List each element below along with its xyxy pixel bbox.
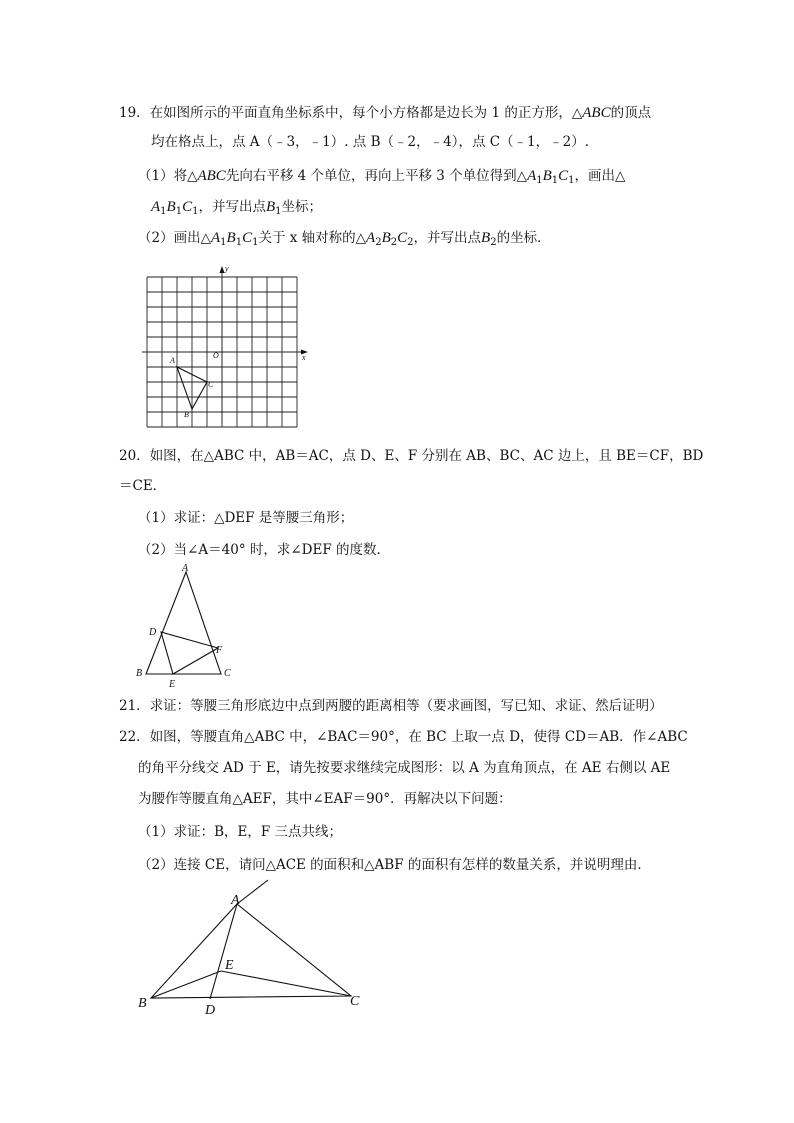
point-c-label: C [208,380,214,389]
point-b-label: B [138,996,147,1011]
q20-line-2: ＝CE． [119,478,167,494]
q19-coordinate-grid-figure [138,262,316,428]
triangle-def [161,632,218,674]
origin-label: O [213,351,219,360]
point-c-label: C [350,994,360,1009]
point-d-label: D [149,627,157,638]
triangle-abc [151,904,351,998]
point-d-label: D [205,1003,216,1018]
q21-number: 21． [119,698,150,714]
q20-number: 20． [119,448,150,464]
q20-sub-1: （1）求证：△DEF 是等腰三角形； [138,510,354,526]
point-b-label: B [136,668,143,679]
y-axis-arrow [220,266,225,273]
point-b-label: B [184,410,189,419]
q22-sub-1: （1）求证：B，E，F 三点共线； [138,824,343,840]
x-axis-label: x [302,353,306,362]
q20-sub-2: （2）当∠A＝40° 时，求∠DEF 的度数． [138,542,391,558]
q22-line-2: 的角平分线交 AD 于 E，请先按要求继续完成图形：以 A 为直角顶点，在 AE 右侧以 AE [138,760,671,776]
q22-line-1: 22．如图，等腰直角△ABC 中，∠BAC＝90°，在 BC 上取一点 D，使得 CD＝AB．作∠ABC [119,729,688,745]
point-a-label: A [182,563,189,574]
q19-sub-1-line-2: $A_1B_1C_1$，并写出点$B_1$坐标； [151,199,323,217]
point-c-label: C [224,668,231,679]
q21-line: 21．求证：等腰三角形底边中点到两腰的距离相等（要求画图，写已知、求证、然后证明） [119,698,663,714]
q19-line-1: 19．在如图所示的平面直角坐标系中，每个小方格都是边长为 1 的正方形，△ABC的顶点 [119,105,652,121]
segment-be [151,971,221,998]
triangle-abc [146,572,221,674]
point-a-label: A [231,893,240,908]
y-axis-label: y [225,264,229,273]
point-a-label: A [170,356,175,365]
point-f-label: F [216,645,223,656]
q20-triangle-figure [134,560,244,690]
q20-line-1: 20．如图，在△ABC 中，AB＝AC，点 D、E、F 分别在 AB、BC、AC 边上，且 BE＝CF，BD [119,448,704,464]
q19-line-2: 均在格点上，点 A（﹣3，﹣1）. 点 B（﹣2，﹣4），点 C（﹣1，﹣2）. [151,134,590,150]
q22-triangle-figure [130,878,380,1018]
q22-sub-2: （2）连接 CE，请问△ACE 的面积和△ABF 的面积有怎样的数量关系，并说明理由． [138,857,651,873]
q19-sub-2: （2）画出$\triangle A_1B_1C_1$关于 x 轴对称的$\triangle A_2B_2C_2$，并写出点$B_2$的坐标． [138,230,551,248]
q19-number: 19． [119,105,150,121]
q22-number: 22． [119,729,150,745]
point-e-label: E [225,958,234,973]
q19-sub-1-line-1: （1）将△ABC先向右平移 4 个单位，再向上平移 3 个单位得到$\triangle A_1B_1C_1$，画出△ [138,168,626,186]
q22-line-3: 为腰作等腰直角△AEF，其中∠EAF＝90°．再解决以下问题： [138,791,512,807]
segment-ec [221,971,351,996]
ray-from-a [237,880,268,904]
point-e-label: E [169,679,176,690]
